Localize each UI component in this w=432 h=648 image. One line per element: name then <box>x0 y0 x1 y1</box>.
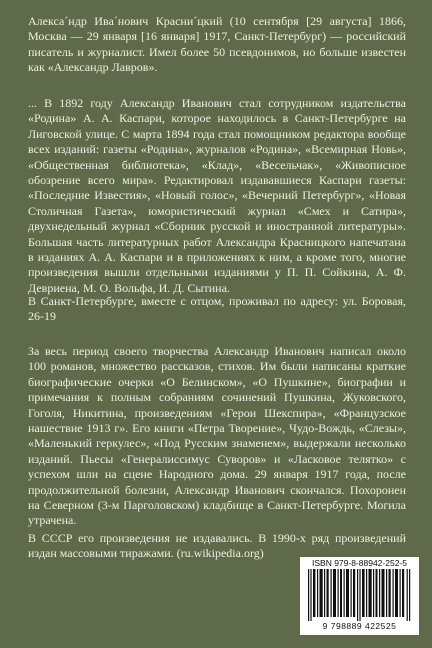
career-paragraph: ... В 1892 году Александр Иванович стал сотрудником издательства «Родина» А. А. Каспари, которое находилось в Санкт-Петербурге на Лиговской улице. С марта 1894 года стал помощником редактора вообще всех изданий: газеты «Родина», журналов «Родина», «Всемирная Новь», «Общественная библиотека», «Клад», «Весельчак», «Живописное обозрение всего мира». Редактировал издававшиеся Каспари газеты: «Последние Известия», «Новый голос», «Вечерний Петербург», «Новая Столичная Газета», юмористический журнал «Смех и Сатира», двухнедельный журнал «Сборник русской и иностранной литературы». Большая часть литературных работ Александра Красницкого напечатана в изданиях А. А. Каспари и в приложениях к ним, а кроме того, многие произведения вышли отдельными изданиями у П. П. Сойкина, А. Ф. Девриена, М. О. Вольфа, И. Д. Сытина. <box>28 96 406 295</box>
legacy-paragraph: В СССР его произведения не издавались. В 1990-х ряд произведений издан массовыми тиражами. (ru.wikipedia.org) <box>28 531 406 561</box>
barcode-number: 9 798889 422525 <box>322 621 397 631</box>
works-paragraph: За весь период своего творчества Александр Иванович написал около 100 романов, множество рассказов, стихов. Им были написаны краткие биографические очерки «О Белинском», «О Пушкине», биографии и примечания к полным собраниям сочинений Пушкина, Жуковского, Гоголя, Никитина, произведениям «Герои Шекспира», «Французское нашествие 1913 г». Его книги «Петра Творение», Чудо-Вождь, «Слезы», «Маленький геркулес», «Под Русским знаменем», выдержали несколько изданий. Пьесы «Генералиссимус Суворов» и «Ласковое телятко» с успехом шли на сцене Народного дома. 29 января 1917 года, после продолжительной болезни, Александр Иванович скончался. Похоронен на Северном (3-м Парголовском) кладбище в Санкт-Петербурге. Могила утрачена. <box>28 344 406 528</box>
isbn-label: ISBN 979-8-88942-252-5 <box>312 558 407 568</box>
barcode-bars <box>308 569 411 621</box>
isbn-barcode <box>300 557 419 635</box>
intro-paragraph: Алекса´ндр Ива´нович Красни´цкий (10 сентября [29 августа] 1866, Москва — 29 января [16 января] 1917, Санкт-Петербург) — российский писатель и журналист. Имел более 50 псевдонимов, но больше известен как «Александр Лавров». <box>28 14 406 75</box>
address-paragraph: В Санкт-Петербурге, вместе с отцом, проживал по адресу: ул. Боровая, 26-19 <box>28 294 406 324</box>
